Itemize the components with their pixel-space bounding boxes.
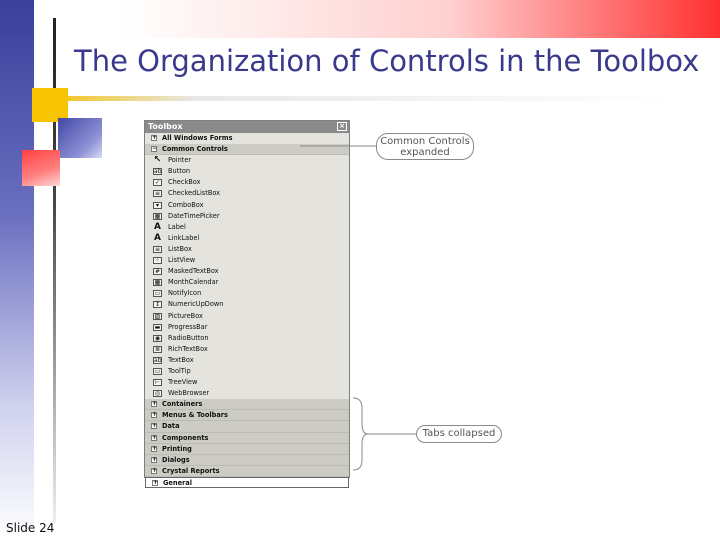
toolbox-item-label: TextBox: [168, 355, 194, 364]
tab-label: All Windows Forms: [162, 134, 233, 142]
tab-label: Containers: [162, 400, 203, 409]
toolbox-item-label[interactable]: [145, 222, 349, 233]
toolbox-item-label: ToolTip: [168, 366, 191, 375]
toolbox-item-listbox[interactable]: [145, 244, 349, 255]
notifyicon-icon: ▭: [154, 290, 161, 298]
toolbox-item-monthcalendar[interactable]: [145, 277, 349, 288]
expand-icon[interactable]: +: [152, 134, 158, 141]
tab-label: Crystal Reports: [162, 466, 220, 475]
tab-components[interactable]: [145, 433, 349, 444]
treeview-icon: ⊢: [154, 379, 161, 387]
toolbox-item-checkedlistbox[interactable]: [145, 188, 349, 199]
tab-label: Dialogs: [162, 455, 190, 464]
toolbox-item-maskedtextbox[interactable]: [145, 266, 349, 277]
listbox-icon: ≡: [154, 245, 161, 253]
toolbox-item-listview[interactable]: [145, 255, 349, 266]
toolbox-item-treeview[interactable]: [145, 377, 349, 388]
toolbox-titlebar: [145, 121, 349, 133]
tab-crystal-reports[interactable]: [145, 466, 349, 477]
toolbox-item-label: ListView: [168, 256, 196, 265]
callout-common-controls: [376, 133, 474, 160]
tab-containers[interactable]: [145, 399, 349, 410]
toolbox-item-label: ComboBox: [168, 200, 204, 209]
tab-all-windows-forms[interactable]: [145, 133, 349, 144]
expand-icon[interactable]: +: [152, 411, 158, 419]
close-icon[interactable]: ×: [337, 122, 347, 131]
decor-square-red: [22, 150, 60, 186]
tab-common-controls[interactable]: [145, 144, 349, 155]
toolbox-item-button[interactable]: [145, 166, 349, 177]
toolbox-item-label: Pointer: [168, 156, 192, 165]
expand-icon[interactable]: +: [152, 433, 158, 441]
horizontal-rule: [36, 96, 676, 101]
toolbox-item-textbox[interactable]: [145, 355, 349, 366]
maskedtextbox-icon: #: [154, 268, 161, 276]
progressbar-icon: ▬: [154, 323, 161, 331]
tab-dialogs[interactable]: [145, 455, 349, 466]
toolbox-item-radiobutton[interactable]: [145, 333, 349, 344]
toolbox-item-label: NotifyIcon: [168, 289, 202, 298]
tab-label: Printing: [162, 444, 192, 453]
tab-label: Data: [162, 422, 180, 431]
toolbox-item-label: MonthCalendar: [168, 278, 219, 287]
toolbox-item-picturebox[interactable]: [145, 311, 349, 322]
tab-label: Menus & Toolbars: [162, 411, 228, 420]
callout-common-line2: expanded: [400, 147, 450, 158]
toolbox-item-label: DateTimePicker: [168, 211, 220, 220]
toolbox-item-richtextbox[interactable]: [145, 344, 349, 355]
tooltip-icon: ▭: [154, 367, 161, 375]
tab-printing[interactable]: [145, 444, 349, 455]
slide-number: Slide 24: [6, 521, 55, 535]
expand-icon[interactable]: +: [152, 444, 158, 452]
tab-data[interactable]: [145, 421, 349, 432]
toolbox-item-pointer[interactable]: [145, 155, 349, 166]
tab-menus-and-toolbars[interactable]: [145, 410, 349, 421]
toolbox-item-label: ProgressBar: [168, 322, 208, 331]
expand-icon[interactable]: +: [152, 422, 158, 430]
callout-tabs-collapsed: Tabs collapsed: [416, 425, 502, 443]
toolbox-item-label: NumericUpDown: [168, 300, 224, 309]
tab-general[interactable]: [145, 477, 349, 488]
toolbox-item-datetimepicker[interactable]: [145, 211, 349, 222]
toolbox-item-combobox[interactable]: [145, 200, 349, 211]
expand-icon[interactable]: +: [153, 478, 159, 486]
checkedlistbox-icon: ≡: [154, 190, 161, 198]
pointer-icon: ↖: [153, 155, 162, 166]
expand-icon[interactable]: +: [152, 455, 158, 463]
tab-label: Common Controls: [162, 145, 228, 154]
toolbox-item-label: Button: [168, 167, 191, 176]
collapse-icon[interactable]: −: [152, 145, 158, 153]
datetimepicker-icon: ▦: [154, 212, 161, 220]
toolbox-item-webbrowser[interactable]: [145, 388, 349, 399]
left-gradient-band: [0, 0, 34, 540]
picturebox-icon: ▨: [154, 312, 161, 320]
textbox-icon: ab: [154, 356, 162, 364]
label-icon: A: [154, 221, 161, 232]
decor-square-yellow: [32, 88, 68, 122]
top-gradient-band: [120, 0, 720, 38]
decor-square-blue: [58, 118, 102, 158]
toolbox-title: Toolbox: [148, 122, 183, 131]
toolbox-item-numericupdown[interactable]: [145, 299, 349, 310]
tab-label: General: [163, 478, 193, 487]
toolbox-list: [145, 133, 349, 488]
toolbox-window: [144, 120, 350, 487]
toolbox-item-label: LinkLabel: [168, 233, 200, 242]
toolbox-item-tooltip[interactable]: [145, 366, 349, 377]
slide-title: The Organization of Controls in the Toolbox: [74, 44, 700, 78]
toolbox-item-linklabel[interactable]: [145, 233, 349, 244]
expand-icon[interactable]: +: [152, 400, 158, 408]
button-icon: ab: [154, 168, 162, 176]
toolbox-item-label: Label: [168, 222, 186, 231]
toolbox-item-label: ListBox: [168, 244, 192, 253]
toolbox-item-checkbox[interactable]: [145, 177, 349, 188]
numericupdown-icon: ↕: [154, 301, 161, 309]
monthcalendar-icon: ▦: [154, 279, 161, 287]
checkbox-icon: ✓: [154, 179, 161, 187]
richtextbox-icon: ≣: [154, 345, 161, 353]
toolbox-item-label: TreeView: [168, 378, 198, 387]
toolbox-item-label: PictureBox: [168, 311, 203, 320]
callout-common-line1: Common Controls: [380, 136, 470, 147]
toolbox-item-progressbar[interactable]: [145, 322, 349, 333]
expand-icon[interactable]: +: [152, 466, 158, 474]
toolbox-item-label: WebBrowser: [168, 389, 210, 398]
toolbox-item-label: RadioButton: [168, 333, 209, 342]
toolbox-item-label: CheckedListBox: [168, 189, 221, 198]
radiobutton-icon: ◉: [154, 334, 161, 342]
toolbox-item-label: RichTextBox: [168, 344, 208, 353]
tab-label: Components: [162, 433, 209, 442]
toolbox-item-notifyicon[interactable]: [145, 288, 349, 299]
toolbox-item-label: MaskedTextBox: [168, 267, 219, 276]
webbrowser-icon: ◎: [154, 390, 161, 398]
listview-icon: ⁘: [154, 257, 161, 265]
toolbox-item-label: CheckBox: [168, 178, 201, 187]
combobox-icon: ▾: [153, 202, 162, 209]
linklabel-icon: A: [154, 232, 161, 243]
